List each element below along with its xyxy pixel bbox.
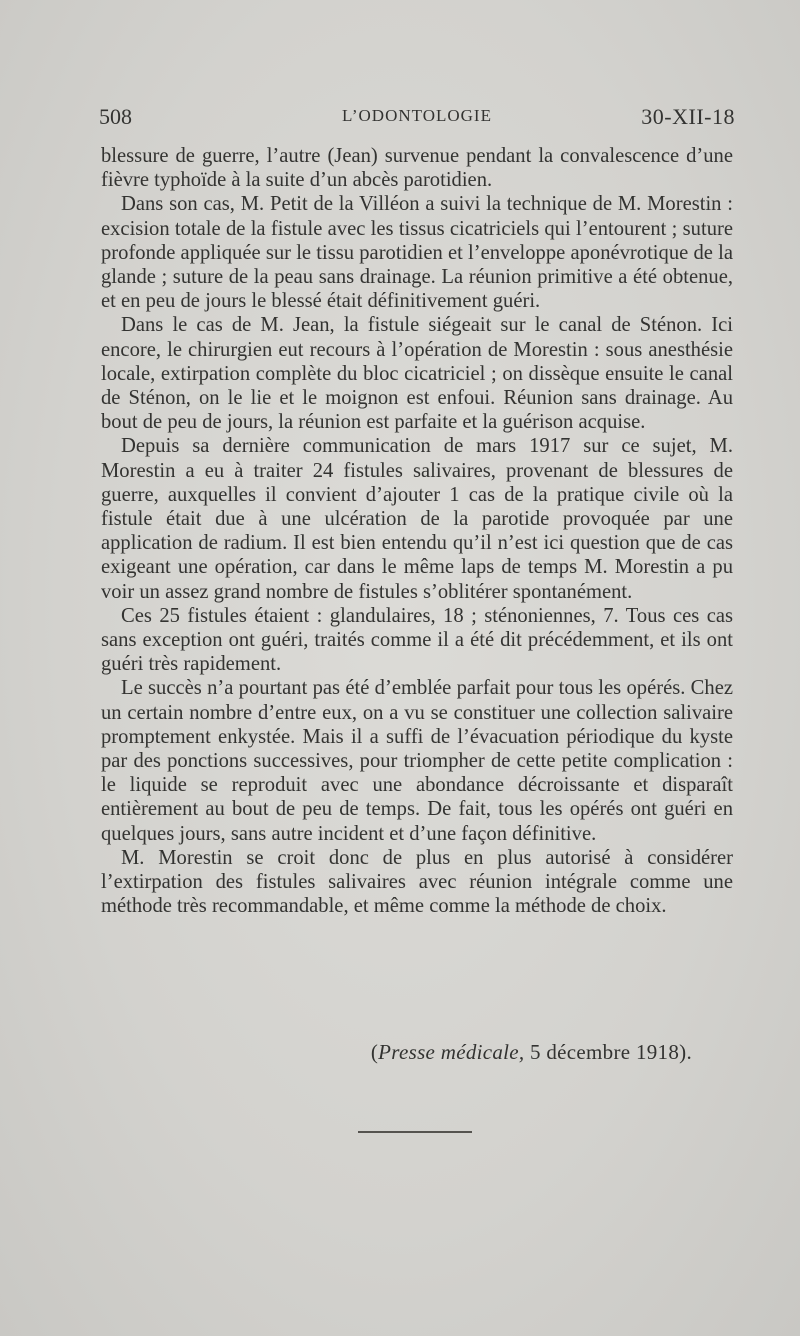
end-rule-divider — [358, 1131, 472, 1133]
paragraph-morestin-series: Depuis sa dernière communication de mars 1917 sur ce sujet, M. Morestin a eu à traiter 24 fistules salivaires, provenant de blessures de guerre, auxquelles il convient d’ajouter 1 cas de la pratique civile où la fistule était due à une ulcération de la parotide provoquée par une application de radium. Il est bien entendu qu’il n’est ici question que de cas exigeant une opération, car dans le même laps de temps M. Morestin a pu voir un assez grand nombre de fistules s’oblitérer spontanément. — [101, 435, 733, 603]
citation-journal: Presse médicale, — [378, 1040, 525, 1064]
page-header — [99, 104, 735, 134]
citation-date: 5 décembre 1918). — [524, 1040, 692, 1064]
paragraph-complications: Le succès n’a pourtant pas été d’emblée parfait pour tous les opérés. Chez un certain nombre d’entre eux, on a vu se constituer une collection salivaire promptement enkystée. Mais il a suffi de l’évacuation périodique du kyste par des ponctions successives, pour triompher de cette petite complication : le liquide se reproduit avec une abondance décroissante et disparaît entièrement au bout de peu de temps. De fait, tous les opérés ont guéri en quelques jours, sans autre incident et d’une façon définitive. — [101, 677, 733, 845]
running-title: L’ODONTOLOGIE — [342, 106, 492, 125]
paragraph-continued: blessure de guerre, l’autre (Jean) survenue pendant la convalescence d’une fièvre typhoïde à la suite d’un abcès parotidien. — [101, 145, 733, 192]
paragraph-conclusion: M. Morestin se croit donc de plus en plus autorisé à considérer l’extirpation des fistules salivaires avec réunion intégrale comme une méthode très recommandable, et même comme la méthode de choix. — [101, 846, 733, 918]
source-citation — [371, 1040, 692, 1065]
article-body — [101, 144, 733, 919]
citation-open-paren: ( — [370, 1040, 379, 1064]
paragraph-petit-case: Dans son cas, M. Petit de la Villéon a suivi la technique de M. Morestin : excision totale de la fistule avec les tissus cicatriciels qui l’entourent ; suture profonde appliquée sur le tissu parotidien et l’enveloppe aponévrotique de la glande ; suture de la peau sans drainage. La réunion primitive a été obtenue, et en peu de jours le blessé était définitivement guéri. — [101, 193, 733, 313]
page-number: 508 — [99, 104, 132, 129]
issue-date: 30-XII-18 — [641, 104, 735, 129]
paragraph-jean-case: Dans le cas de M. Jean, la fistule siégeait sur le canal de Sténon. Ici encore, le chirurgien eut recours à l’opération de Morestin : sous anesthésie locale, extirpation complète du bloc cicatriciel ; on dissèque ensuite le canal de Sténon, on le lie et le moignon est enfoui. Réunion sans drainage. Au bout de peu de jours, la réunion est parfaite et la guérison acquise. — [101, 314, 733, 434]
paragraph-results: Ces 25 fistules étaient : glandulaires, 18 ; sténoniennes, 7. Tous ces cas sans exception ont guéri, traités comme il a été dit précédemment, et ils ont guéri très rapidement. — [101, 604, 733, 676]
